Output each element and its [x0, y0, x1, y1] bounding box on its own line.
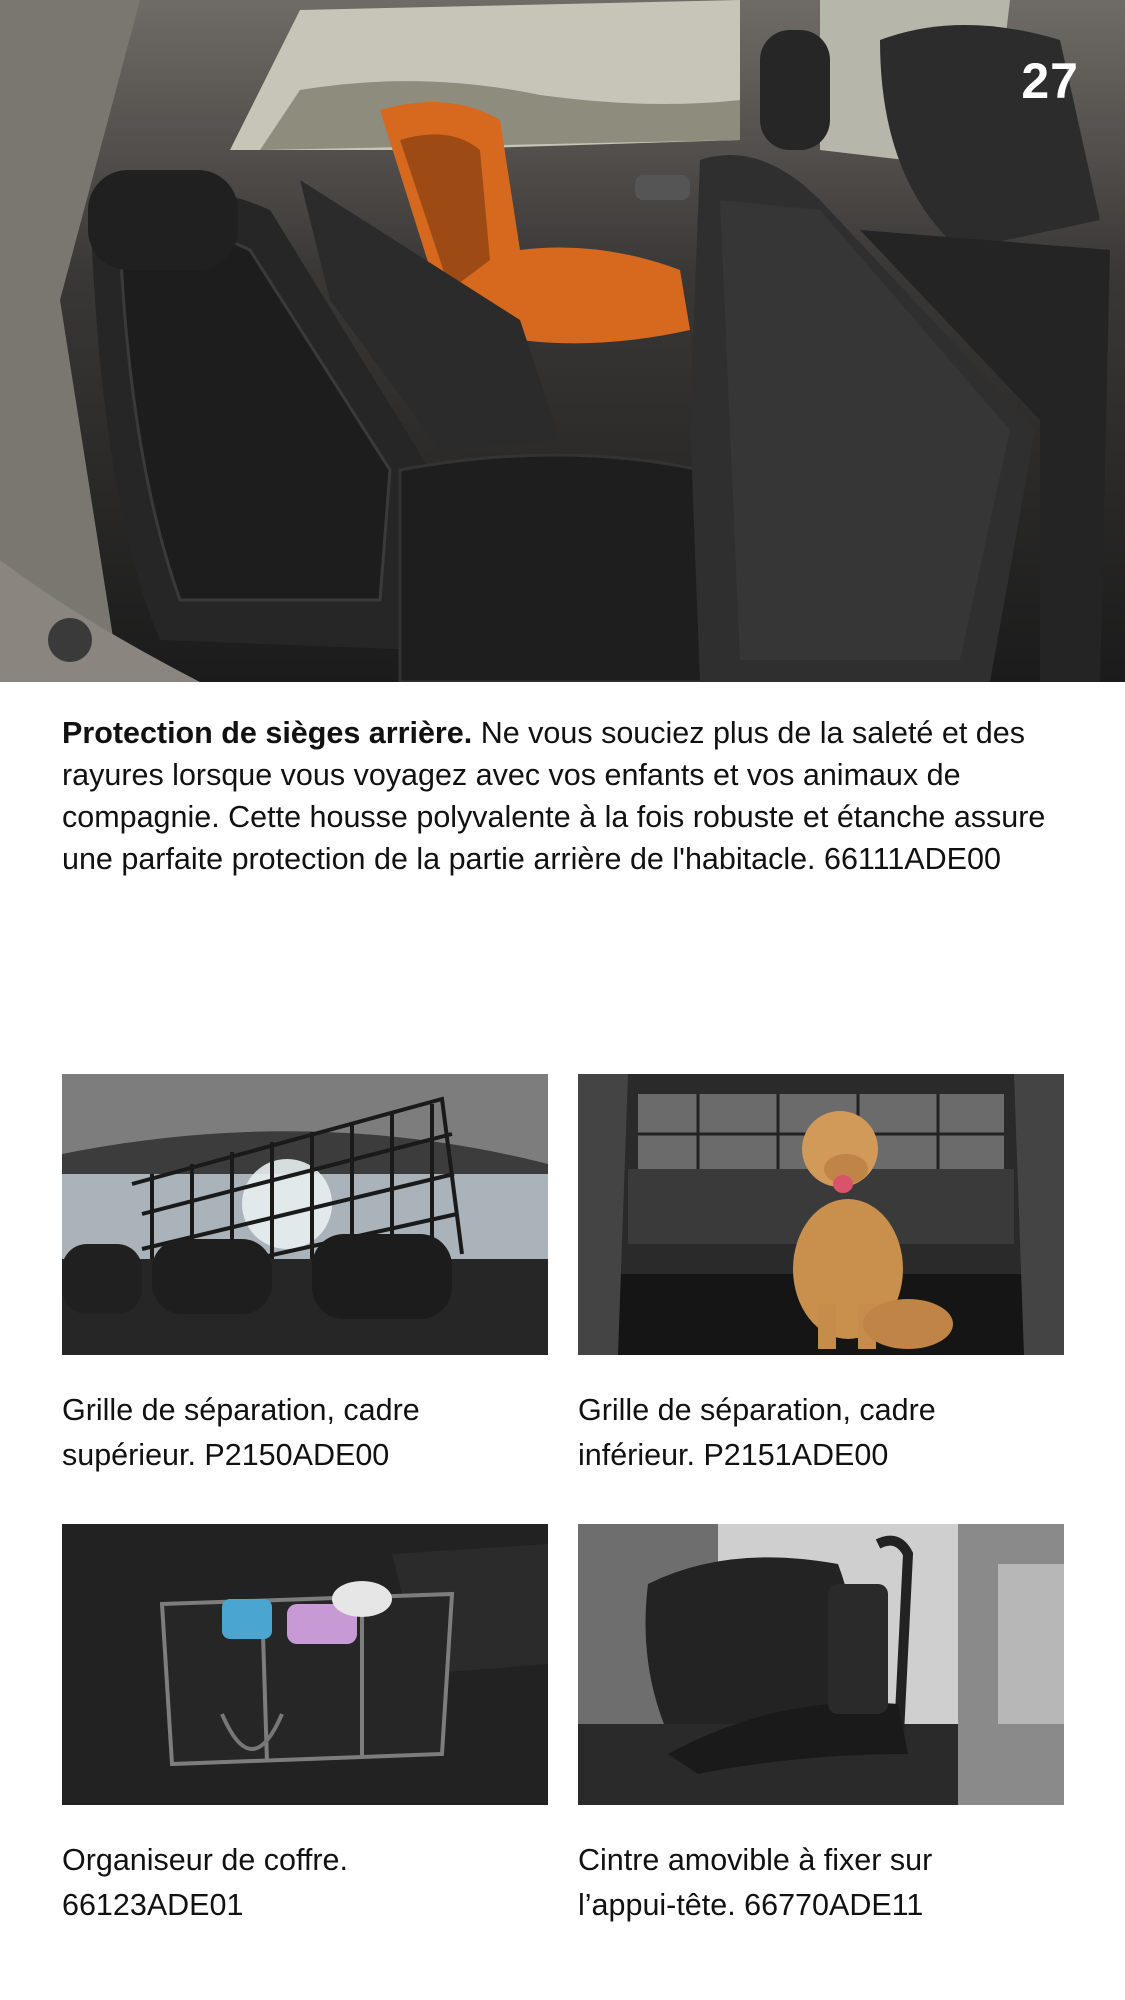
caption-line: Organiseur de coffre.: [62, 1843, 348, 1877]
caption-line: l’appui-tête. 66770ADE11: [578, 1888, 924, 1922]
caption-headrest-hanger: [578, 1838, 1064, 1928]
hero-image: [0, 0, 1125, 682]
product-image-upper-grille: [62, 1074, 548, 1355]
product-description: Ne vous souciez plus de la saleté et des rayures lorsque vous voyagez avec vos enfants et vos animaux de compagnie. Cette housse polyvalente à la fois robuste et étanche assure une parfaite protection de la partie arrière de l'habitacle. 66111ADE00: [62, 716, 1046, 876]
product-image-lower-grille: [578, 1074, 1064, 1355]
caption-line: 66123ADE01: [62, 1888, 244, 1922]
caption-trunk-organizer: [62, 1838, 548, 1928]
caption-line: Cintre amovible à fixer sur: [578, 1843, 933, 1877]
caption-line: supérieur. P2150ADE00: [62, 1438, 390, 1472]
product-image-trunk-organizer: [62, 1524, 548, 1805]
product-image-headrest-hanger: [578, 1524, 1064, 1805]
caption-line: Grille de séparation, cadre: [578, 1393, 936, 1427]
caption-upper-grille: [62, 1388, 548, 1478]
rear-seat-protection-description: [62, 712, 1072, 880]
caption-line: inférieur. P2151ADE00: [578, 1438, 889, 1472]
caption-line: Grille de séparation, cadre: [62, 1393, 420, 1427]
rear-seat-cover-illustration: [0, 0, 1125, 682]
product-title: Protection de sièges arrière.: [62, 716, 473, 750]
caption-lower-grille: [578, 1388, 1064, 1478]
page-number: 27: [1021, 53, 1079, 109]
